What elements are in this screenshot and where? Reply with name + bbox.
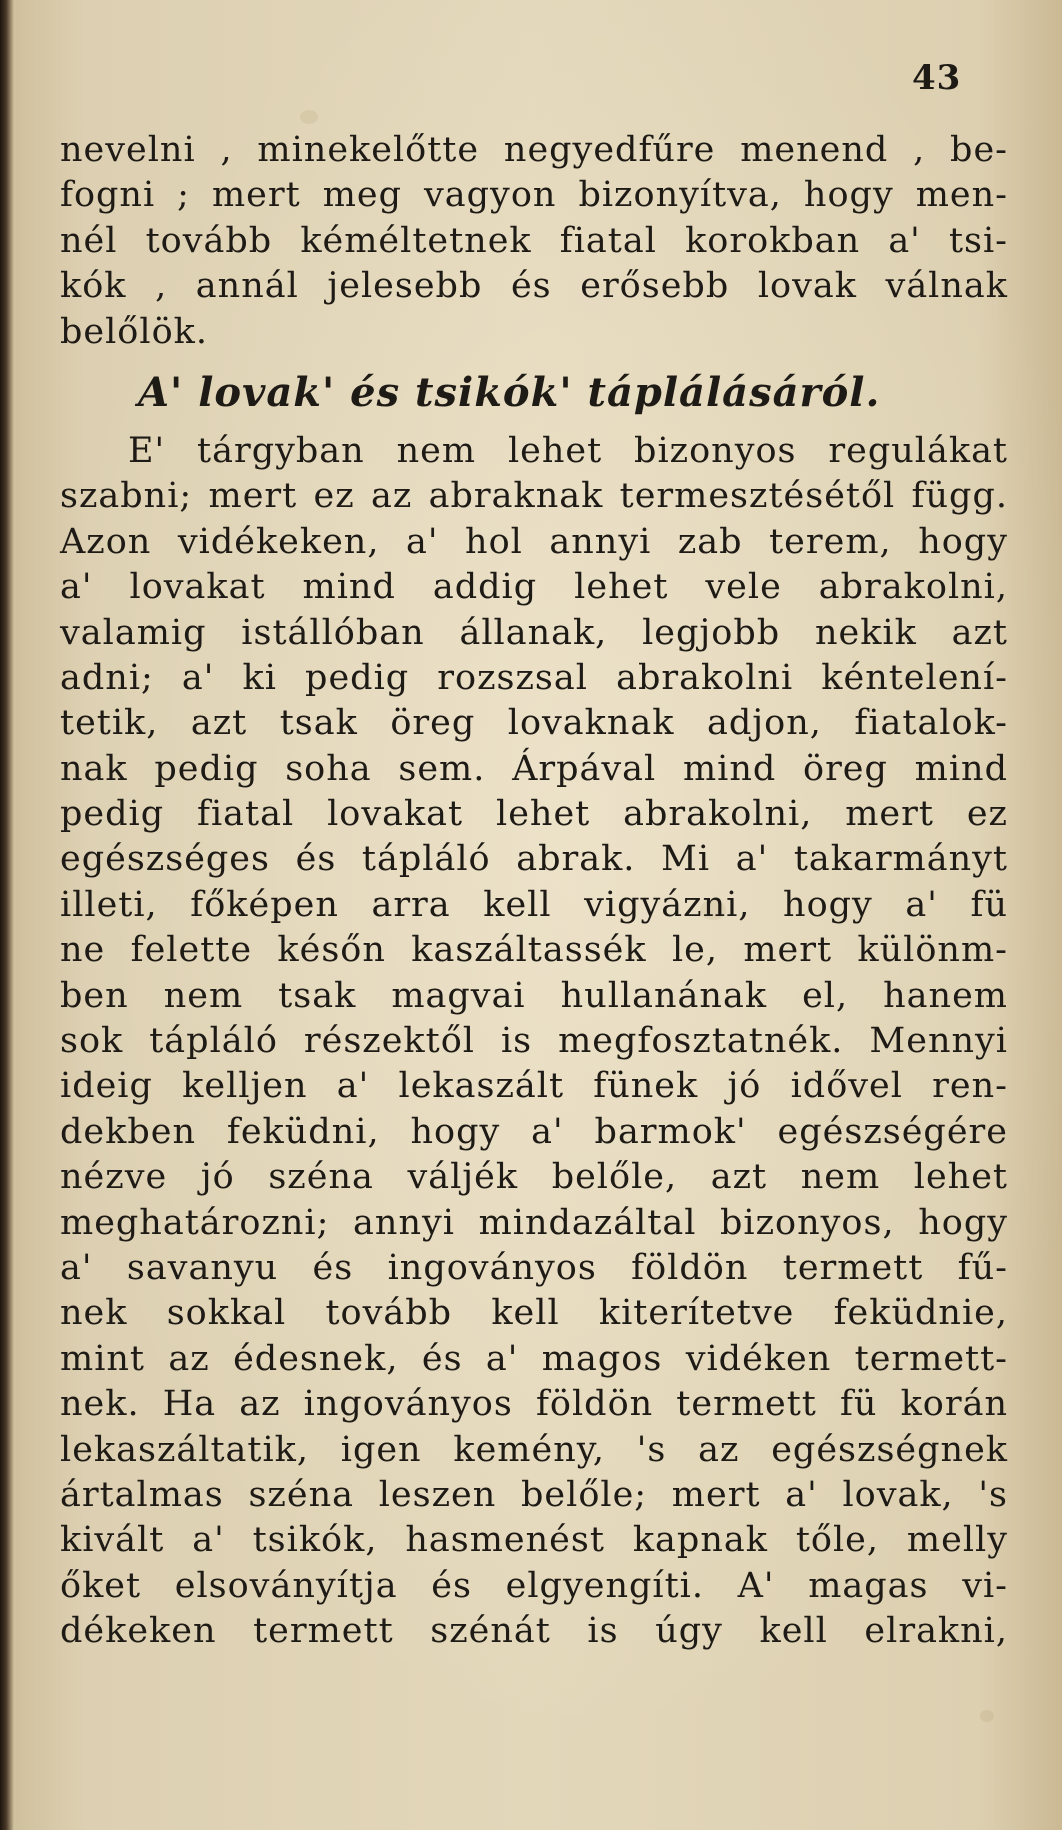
text-line: ártalmas széna leszen belőle; mert a' lovak, 's [60, 1474, 1008, 1515]
text-line: nevelni , minekelőtte negyedfűre menend , be- [60, 130, 1008, 170]
text-line: belőlök. [60, 311, 208, 352]
text-line: egészséges és tápláló abrak. Mi a' takarmányt [60, 839, 1008, 880]
text-line: mint az édesnek, és a' magos vidéken termett- [60, 1338, 1008, 1379]
text-line: pedig fiatal lovakat lehet abrakolni, mert ez [60, 794, 1008, 835]
text-line: nek. Ha az ingoványos földön termett fü korán [60, 1384, 1008, 1425]
text-line: tetik, azt tsak öreg lovaknak adjon, fiatalok- [60, 703, 1008, 744]
text-line: Azon vidékeken, a' hol annyi zab terem, hogy [60, 521, 1008, 562]
text-line: kivált a' tsikók, hasmenést kapnak tőle, melly [60, 1520, 1008, 1561]
text-line: lekaszáltatik, igen kemény, 's az egészségnek [60, 1429, 1008, 1470]
text-line: kók , annál jelesebb és erősebb lovak válnak [60, 266, 1008, 307]
text-line: sok tápláló részektől is megfosztatnék. Mennyi [60, 1021, 1008, 1062]
page-binding-edge [0, 0, 14, 1830]
text-line: nél tovább kéméltetnek fiatal korokban a' tsi- [60, 220, 1008, 261]
section-heading: A' lovak' és tsikók' táplálásáról. [138, 368, 881, 416]
text-line: dékeken termett szénát is úgy kell elrakni, [60, 1611, 1008, 1652]
text-line: valamig istállóban állanak, legjobb nekik azt [60, 612, 1008, 653]
text-line: nek sokkal tovább kell kiterítetve feküdnie, [60, 1293, 1008, 1334]
text-line: fogni ; mert meg vagyon bizonyítva, hogy men- [60, 175, 1008, 216]
text-line: ideig kelljen a' lekaszált fünek jó idővel ren- [60, 1066, 1008, 1107]
text-line: meghatározni; annyi mindazáltal bizonyos, hogy [60, 1202, 1008, 1243]
text-line: a' lovakat mind addig lehet vele abrakolni, [60, 567, 1008, 608]
body-text [60, 128, 1008, 1655]
text-line: illeti, főképen arra kell vigyázni, hogy a' fü [60, 884, 1008, 925]
text-line: szabni; mert ez az abraknak termesztésétől függ. [60, 476, 1008, 517]
foxing-spot [980, 1710, 994, 1722]
text-line: E' tárgyban nem lehet bizonyos regulákat [128, 430, 1008, 471]
text-line: nézve jó széna váljék belőle, azt nem lehet [60, 1157, 1008, 1198]
text-line: ben nem tsak magvai hullanának el, hanem [60, 975, 1008, 1016]
foxing-spot [300, 110, 318, 124]
text-line: nak pedig soha sem. Árpával mind öreg mind [60, 748, 1008, 789]
text-line: őket elsoványítja és elgyengíti. A' magas vi- [60, 1565, 1008, 1606]
page-number: 43 [912, 58, 962, 98]
text-line: adni; a' ki pedig rozszsal abrakolni kéntelení- [60, 657, 1008, 698]
text-line: a' savanyu és ingoványos földön termett fű- [60, 1247, 1008, 1288]
text-line: ne felette későn kaszáltassék le, mert különm- [60, 930, 1008, 971]
text-line: dekben feküdni, hogy a' barmok' egészségére [60, 1111, 1008, 1152]
